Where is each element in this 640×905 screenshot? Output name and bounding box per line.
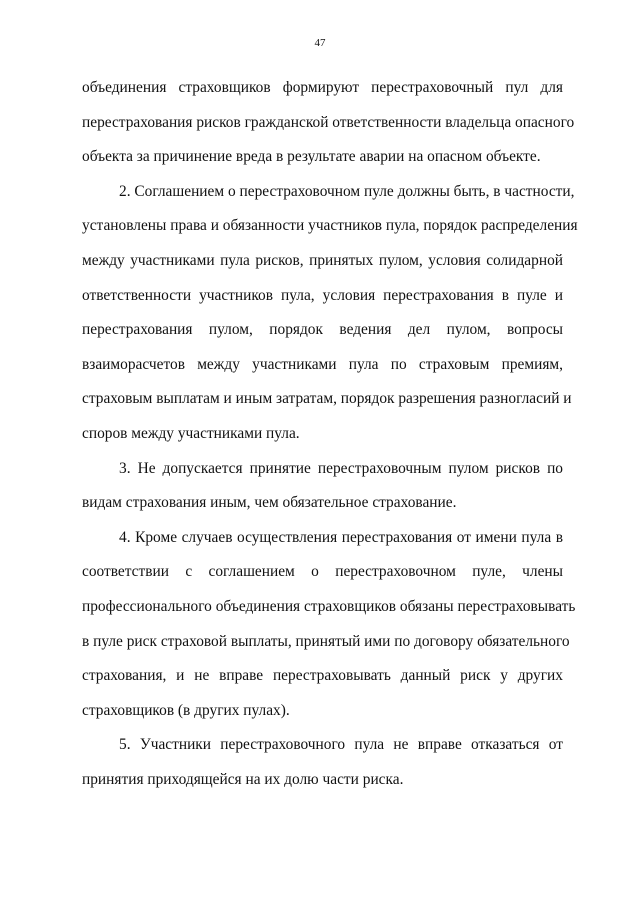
page-number: 47 (314, 37, 326, 49)
text-line: споров между участниками пула. (82, 424, 300, 442)
text-line: между участниками пула рисков, принятых пулом, условия солидарной (82, 251, 563, 269)
paragraph-item-4 (82, 521, 576, 729)
text-line: 2. Соглашением о перестраховочном пуле должны быть, в частности, (119, 182, 575, 200)
paragraph-item-2 (82, 175, 578, 452)
text-line: страхования, и не вправе перестраховывать данный риск у других (82, 667, 563, 685)
text-line: страховым выплатам и иным затратам, порядок разрешения разногласий и (82, 390, 572, 408)
paragraph-item-5 (82, 728, 563, 797)
text-line: объединения страховщиков формируют перестраховочный пул для (82, 79, 563, 96)
text-line: 5. Участники перестраховочного пула не вправе отказаться от (119, 736, 563, 754)
text-line: взаиморасчетов между участниками пула по страховым премиям, (82, 355, 563, 373)
document-body (82, 71, 578, 797)
text-line: видам страхования иным, чем обязательное страхование. (82, 494, 457, 512)
text-line: ответственности участников пула, условия перестрахования в пуле и (82, 286, 563, 304)
text-line: 3. Не допускается принятие перестраховочным пулом рисков по (119, 459, 563, 477)
text-line: перестрахования пулом, порядок ведения дел пулом, вопросы (82, 321, 563, 339)
text-line: страховщиков (в других пулах). (82, 701, 290, 719)
paragraph-continuation (82, 71, 575, 175)
text-line: перестрахования рисков гражданской ответственности владельца опасного (82, 113, 575, 131)
text-line: в пуле риск страховой выплаты, принятый ими по договору обязательного (82, 632, 570, 650)
text-line: установлены права и обязанности участников пула, порядок распределения (82, 217, 578, 235)
text-line: принятия приходящейся на их долю части риска. (82, 770, 404, 788)
text-line: соответствии с соглашением о перестраховочном пуле, члены (82, 563, 563, 581)
paragraph-item-3 (82, 452, 563, 521)
text-line: объекта за причинение вреда в результате аварии на опасном объекте. (82, 148, 541, 166)
text-line: 4. Кроме случаев осуществления перестрахования от имени пула в (119, 528, 563, 546)
text-line: профессионального объединения страховщиков обязаны перестраховывать (82, 597, 576, 615)
